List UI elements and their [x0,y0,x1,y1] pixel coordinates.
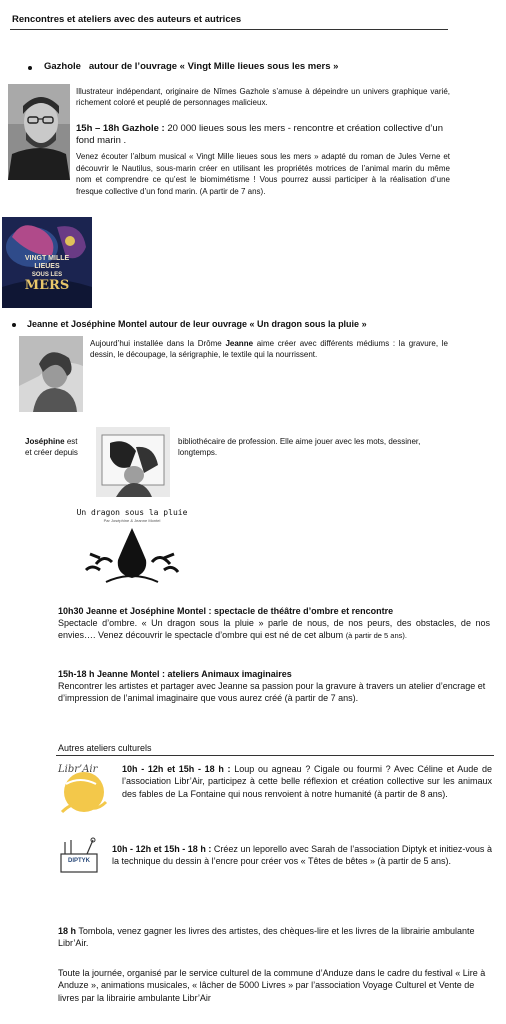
jeanne-bio-end: aime créer avec différents médiums : la gravure, le dessin, le découpage, la sérigraphie, le textile qui la nourrissent. [90,339,448,359]
diptyk-logo-text: DIPTYK [67,858,90,864]
josephine-intro [25,436,93,458]
cover-title-line: VINGT MILLE [24,255,70,262]
librair-logo-text: Libr’Air [58,764,98,775]
gazhole-session-heading [76,123,450,147]
show-description [58,617,490,642]
gazhole-session-desc: Venez écouter l’album musical « Vingt Mille lieues sous les mers » adapté du roman de Jules Verne et découvrir le Nautilus, sous-marin créer en utilisant les propriétés motrices de l’animal marin du même nom et comprendre ce qu’est le biomimétisme ! Vous pourrez aussi participer à la réalisation d’une fresque collective d’un fond marin. (A partir de 7 ans). [76,152,450,196]
tombola-time: 18 h [58,926,77,936]
bullet [12,323,16,327]
tombola-text: Tombola, venez gagner les livres des artistes, des chèques-lire et les livres de la librairie ambulante Libr’Air. [58,926,475,949]
workshop-description: Rencontrer les artistes et partager avec Jeanne sa passion pour la gravure à travers un atelier d’encrage et d’impression de l’animal imaginaire que vous aurez créé (à partir de 7 ans). [58,681,486,703]
gazhole-heading [44,61,464,73]
librair-text: Loup ou agneau ? Cigale ou fourmi ? Avec Céline et Aude de l’association Libr’Air, participez à cette belle réflexion et création collective sur les animaux des fables de La Fontaine qui nous renvoient à notre humanité (à partir de 8 ans). [122,764,492,799]
festival-note: Toute la journée, organisé par le service culturel de la commune d’Anduze dans le cadre du festival « Lire à Anduze », animations musicales, « lâcher de 5000 Livres » par l’association Voyage Culturel et Vente de livres par la librairie ambulante Libr’Air [58,968,486,1003]
josephine-bio: bibliothécaire de profession. Elle aime jouer avec les mots, dessiner, longtemps. [178,437,421,457]
vingt-mille-lieues-cover [2,217,92,308]
cover-title-line: SOUS LES [31,272,63,278]
cover-title-line: LIEUES [34,263,60,270]
librair-workshop [122,763,492,800]
cover-title-line: MERS [24,278,70,293]
gazhole-bio: Illustrateur indépendant, originaire de Nîmes Gazhole s’amuse à dépeindre un univers graphique varié, richement coloré et peuplé de personnages malicieux. [76,87,450,107]
jeanne-portrait [19,336,83,412]
show-age: (à partir de 5 ans). [345,631,407,640]
gazhole-session-time: 15h – 18h Gazhole : [76,123,165,134]
tombola [58,925,490,950]
librair-logo [56,762,108,818]
show-desc-text: Spectacle d’ombre. « Un dragon sous la pluie » parle de nous, de nos peurs, des obstacles, de nos envies…. Venez découvrir le spectacle d’ombre qui est né de cet album [58,618,490,640]
diptyk-text: Créez un leporello avec Sarah de l’association Diptyk et initiez-vous à la technique du dessin à l’encre pour créer vos « Têtes de bêtes » (à partir de 5 ans). [112,844,492,867]
dragon-book-illustration [82,524,182,586]
other-workshops-divider [56,755,494,756]
josephine-portrait [96,427,170,497]
librair-time: 10h - 12h et 15h - 18 h : [122,764,231,774]
show-heading: 10h30 Jeanne et Joséphine Montel : spectacle de théâtre d’ombre et rencontre [58,606,394,616]
jeanne-bio [90,338,448,360]
gazhole-name: Gazhole [44,61,81,72]
diptyk-logo [57,836,101,876]
jeanne-name: Jeanne [225,339,254,348]
workshop-heading: 15h-18 h Jeanne Montel : ateliers Animaux imaginaires [58,669,292,679]
gazhole-portrait [8,84,70,180]
gazhole-session-title: 20 000 lieues sous les mers - rencontre et création collective d’un fond marin . [76,123,443,146]
josephine-intro-1: est [66,437,78,446]
josephine-name: Joséphine [25,437,65,446]
jeanne-bio-start: Aujourd’hui installée dans la Drôme [90,339,222,348]
page-title: Rencontres et ateliers avec des auteurs et autrices [12,14,242,25]
diptyk-workshop [112,843,492,868]
other-workshops-heading: Autres ateliers culturels [58,743,152,753]
diptyk-time: 10h - 12h et 15h - 18 h : [112,844,212,854]
dragon-book-title: Un dragon sous la pluie [76,508,188,517]
gazhole-heading-text: autour de l’ouvrage « Vingt Mille lieues sous les mers » [88,61,339,72]
bullet [28,66,32,70]
josephine-intro-2: et créer depuis [25,448,78,457]
dragon-book-authors: Par Joséphine & Jeanne Montel [103,518,161,523]
montel-heading: Jeanne et Joséphine Montel autour de leur ouvrage « Un dragon sous la pluie » [27,319,367,329]
title-divider [10,29,448,30]
